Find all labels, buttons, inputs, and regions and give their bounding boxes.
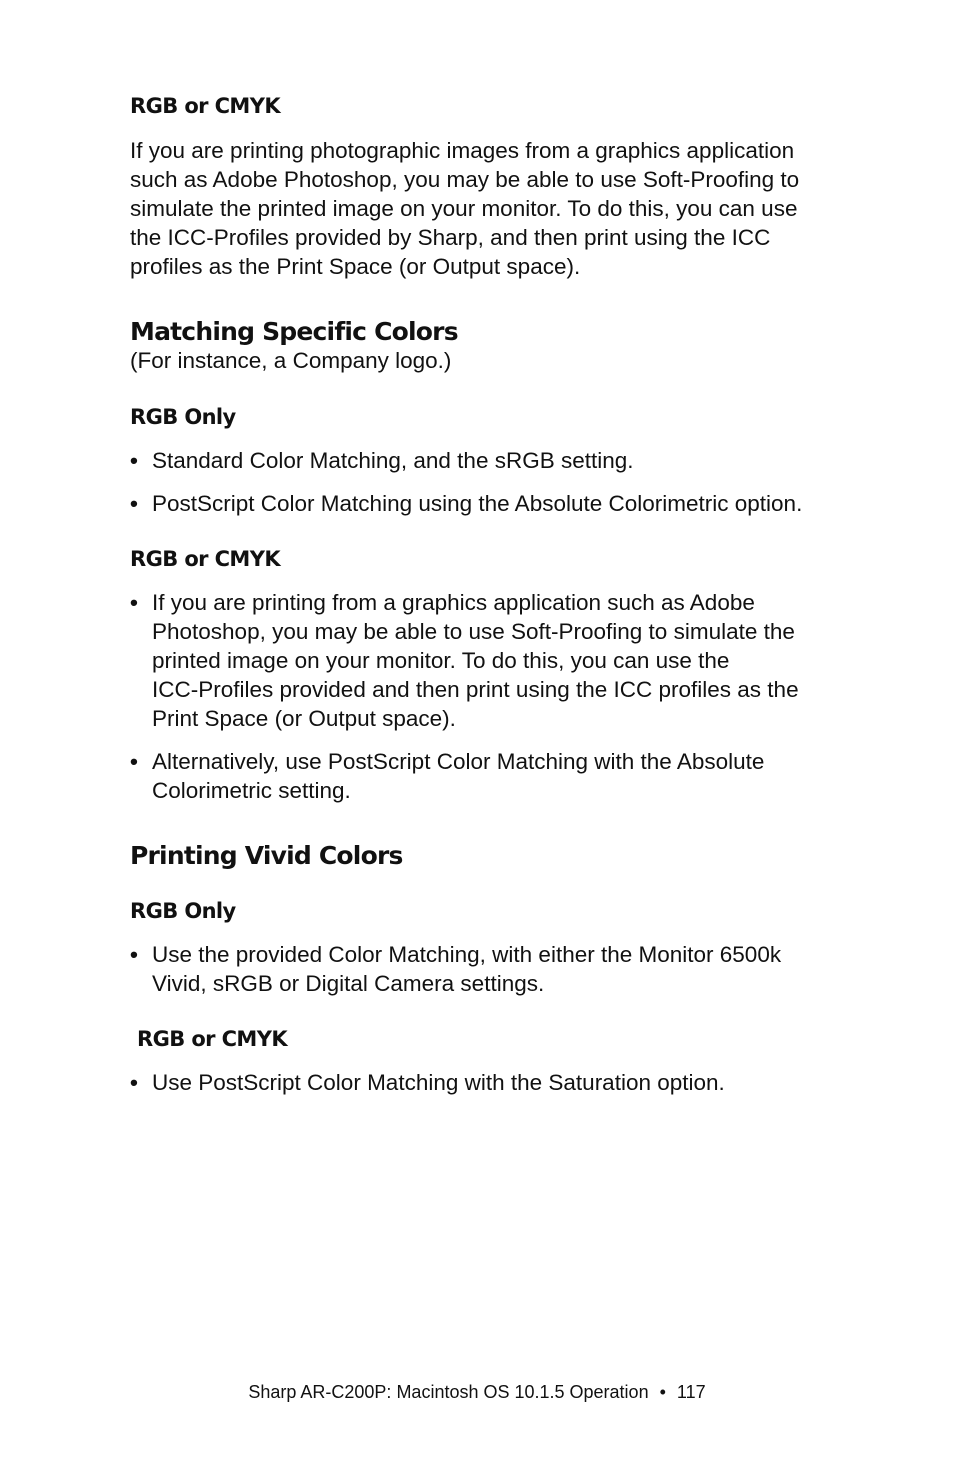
list-item <box>130 940 860 998</box>
list-item-line: If you are printing from a graphics application such as Adobe <box>152 590 755 615</box>
list-item-line: Standard Color Matching, and the sRGB setting. <box>152 448 634 473</box>
bullet-icon: • <box>130 749 138 774</box>
vivid-rgb-cmyk-heading: RGB or CMYK <box>137 1027 288 1051</box>
matching-specific-colors-title: Matching Specific Colors <box>130 317 458 346</box>
list-item <box>130 588 860 733</box>
list-item-line: Use PostScript Color Matching with the Saturation option. <box>152 1070 725 1095</box>
vivid-rgb-only-list <box>130 940 860 998</box>
paragraph-line: such as Adobe Photoshop, you may be able to use Soft-Proofing to <box>130 167 800 192</box>
matching-subtitle: (For instance, a Company logo.) <box>130 348 452 373</box>
list-item <box>130 747 860 805</box>
matching-rgb-cmyk-heading: RGB or CMYK <box>130 547 281 571</box>
bullet-icon: • <box>130 448 138 473</box>
list-item <box>130 489 860 518</box>
footer-title: Sharp AR-C200P: Macintosh OS 10.1.5 Operation <box>248 1382 649 1402</box>
list-item-line: Vivid, sRGB or Digital Camera settings. <box>152 971 545 996</box>
list-item-line: Alternatively, use PostScript Color Matching with the Absolute <box>152 749 765 774</box>
paragraph-line: the ICC-Profiles provided by Sharp, and then print using the ICC <box>130 225 771 250</box>
page-content <box>130 92 860 1097</box>
matching-rgb-cmyk-list <box>130 588 860 805</box>
page-footer <box>0 1380 954 1404</box>
paragraph-line: simulate the printed image on your monitor. To do this, you can use <box>130 196 798 221</box>
bullet-icon: • <box>130 491 138 516</box>
bullet-icon: • <box>130 590 138 615</box>
vivid-rgb-only-heading: RGB Only <box>130 899 236 923</box>
list-item-line: ICC-Profiles provided and then print using the ICC profiles as the <box>152 677 799 702</box>
page-number: 117 <box>676 1382 706 1402</box>
list-item <box>130 1068 860 1097</box>
section-heading-rgb-or-cmyk: RGB or CMYK <box>130 94 281 118</box>
paragraph-line: profiles as the Print Space (or Output space). <box>130 254 581 279</box>
list-item-line: Use the provided Color Matching, with either the Monitor 6500k <box>152 942 782 967</box>
list-item-line: PostScript Color Matching using the Absolute Colorimetric option. <box>152 491 803 516</box>
bullet-icon: • <box>130 942 138 967</box>
vivid-rgb-cmyk-list <box>130 1068 860 1097</box>
matching-rgb-only-list <box>130 446 860 518</box>
list-item-line: Photoshop, you may be able to use Soft-Proofing to simulate the <box>152 619 795 644</box>
list-item-line: printed image on your monitor. To do this, you can use the <box>152 648 730 673</box>
bullet-icon: • <box>130 1070 138 1095</box>
intro-paragraph <box>130 136 860 281</box>
list-item-line: Print Space (or Output space). <box>152 706 456 731</box>
footer-separator: • <box>659 1382 666 1402</box>
printing-vivid-colors-title: Printing Vivid Colors <box>130 841 403 870</box>
list-item <box>130 446 860 475</box>
list-item-line: Colorimetric setting. <box>152 778 351 803</box>
matching-rgb-only-heading: RGB Only <box>130 405 236 429</box>
paragraph-line: If you are printing photographic images from a graphics application <box>130 138 795 163</box>
